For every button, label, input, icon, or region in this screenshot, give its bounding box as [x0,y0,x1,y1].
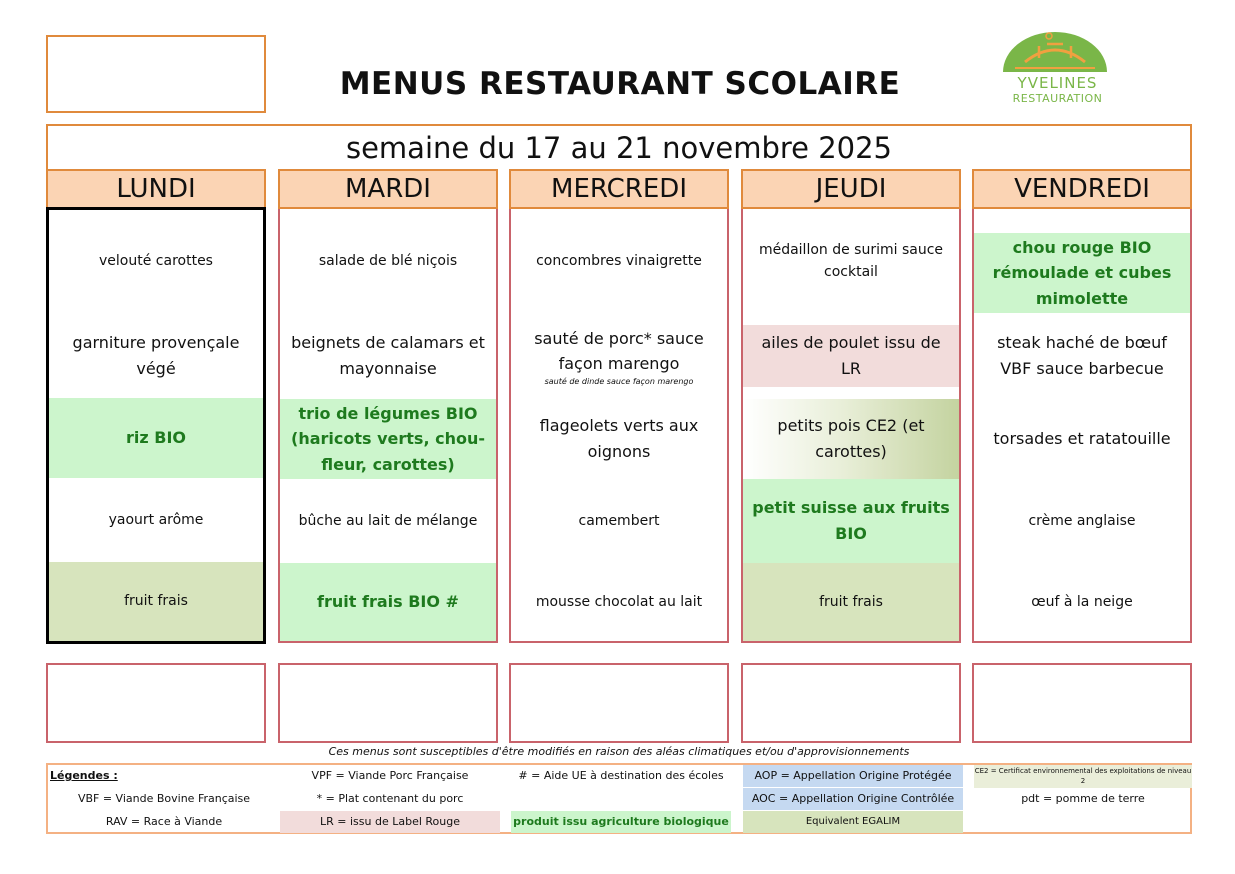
dish-laitage: crème anglaise [1028,512,1136,529]
dish-entree: chou rouge BIO rémoulade et cubes mimolette [974,233,1190,313]
header-blank-box [46,35,266,113]
day-column-mardi [278,209,498,643]
legend-box [46,763,1192,834]
dish-plat-alternative: sauté de dinde sauce façon marengo [544,376,694,386]
bottom-cell-mardi [278,663,498,743]
dish-laitage: petit suisse aux fruits BIO [743,479,959,563]
dish-plat: steak haché de bœuf VBF sauce barbecue [997,333,1167,378]
logo-text-yvelines: YVELINES [1017,74,1098,92]
dish-dessert: fruit frais BIO # [280,563,496,641]
day-header-vendredi: VENDREDI [972,169,1192,209]
dish-accompagnement: flageolets verts aux oignons [539,416,699,461]
dish-accompagnement: riz BIO [49,398,263,478]
dish-dessert: œuf à la neige [1031,593,1133,610]
day-column-lundi [46,207,266,644]
legend-aop: AOP = Appellation Origine Protégée [743,765,963,787]
dish-plat: beignets de calamars et mayonnaise [291,333,485,378]
dish-dessert: mousse chocolat au lait [535,593,703,610]
bottom-cell-jeudi [741,663,961,743]
dish-accompagnement: petits pois CE2 (et carottes) [743,399,959,479]
dish-laitage: camembert [578,512,660,529]
dish-laitage: yaourt arôme [108,511,204,528]
day-header-mardi: MARDI [278,169,498,209]
bottom-cell-mercredi [509,663,729,743]
legend-title: Légendes : [50,769,118,782]
day-column-mercredi [509,209,729,643]
dish-entree: concombres vinaigrette [536,252,702,269]
legend-aide-ue: # = Aide UE à destination des écoles [518,769,724,782]
dish-accompagnement: trio de légumes BIO (haricots verts, chou-fleur, carottes) [280,399,496,479]
day-column-vendredi [972,209,1192,643]
dish-plat: ailes de poulet issu de LR [743,325,959,387]
legend-vbf: VBF = Viande Bovine Française [77,792,251,805]
legend-porc: * = Plat contenant du porc [316,792,464,805]
dish-entree: médaillon de surimi sauce cocktail [758,241,944,280]
day-header-jeudi: JEUDI [741,169,961,209]
dish-plat: garniture provençale végé [72,332,240,378]
legend-bio: produit issu agriculture biologique [511,811,731,833]
legend-pdt: pdt = pomme de terre [1021,792,1145,805]
dish-dessert: fruit frais [49,562,263,641]
legend-label-rouge: LR = issu de Label Rouge [280,811,500,833]
page-title: MENUS RESTAURANT SCOLAIRE [339,66,901,102]
day-column-jeudi [741,209,961,643]
logo-text-restauration: RESTAURATION [1012,92,1103,105]
week-banner: semaine du 17 au 21 novembre 2025 [46,124,1192,170]
day-header-lundi: LUNDI [46,169,266,209]
dish-entree: velouté carottes [99,253,213,270]
dish-laitage: bûche au lait de mélange [298,512,478,529]
legend-egalim: Equivalent EGALIM [743,811,963,833]
bottom-cell-vendredi [972,663,1192,743]
dish-entree: salade de blé niçois [318,252,458,269]
dish-accompagnement: torsades et ratatouille [993,429,1171,449]
legend-rav: RAV = Race à Viande [105,815,223,828]
yvelines-restauration-logo [995,28,1120,110]
dish-dessert: fruit frais [743,563,959,641]
disclaimer-note: Ces menus sont susceptibles d'être modifiés en raison des aléas climatiques et/ou d'approvisionnements [328,745,910,758]
dish-plat [511,313,727,399]
dish-plat-label: sauté de porc* sauce façon marengo [534,328,704,374]
legend-ce2: CE2 = Certificat environnemental des exploitations de niveau 2 [974,765,1192,788]
dish-entree-wrap [974,209,1190,313]
legend-vpf: VPF = Viande Porc Française [311,769,469,782]
day-header-mercredi: MERCREDI [509,169,729,209]
legend-aoc: AOC = Appellation Origine Contrôlée [743,788,963,810]
bottom-cell-lundi [46,663,266,743]
